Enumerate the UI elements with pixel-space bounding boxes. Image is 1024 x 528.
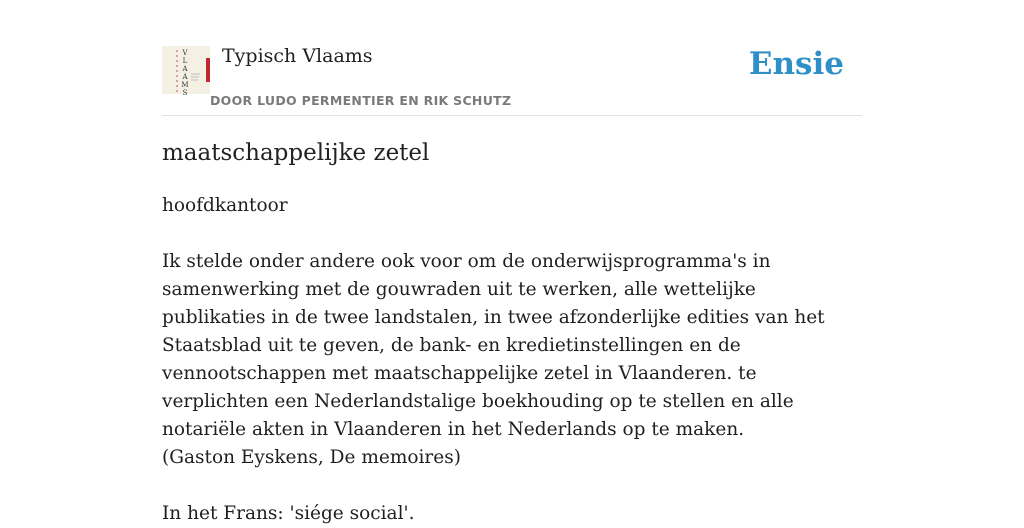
ensie-logo-link[interactable]: Ensie: [748, 46, 844, 82]
book-authors: DOOR LUDO PERMENTIER EN RIK SCHUTZ: [210, 93, 512, 108]
page: [162, 0, 862, 524]
entry-definition: [162, 192, 862, 528]
book-title[interactable]: Typisch Vlaams: [222, 45, 373, 67]
entry-synonym: hoofdkantoor: [162, 195, 288, 216]
entry-quote-source: (Gaston Eyskens, De memoires): [162, 447, 461, 468]
entry-term: maatschappelijke zetel: [162, 140, 430, 166]
book-cover-logo[interactable]: [162, 46, 210, 97]
logo-letter: M: [181, 81, 189, 89]
logo-graphic: [162, 46, 210, 97]
header: [162, 0, 862, 116]
logo-letter: S: [182, 89, 188, 97]
logo-letter: V: [182, 49, 188, 57]
logo-letter: A: [182, 73, 188, 81]
logo-letter: L: [182, 57, 188, 65]
entry-french-note: In het Frans: 'siége social'.: [162, 503, 415, 524]
entry-quote: Ik stelde onder andere ook voor om de onderwijsprogramma's in samenwerking met de gouwraden uit te werken, alle wettelijke publikaties in de twee landstalen, in twee afzonderlijke edities van het Staatsblad uit te geven, de bank- en kredietinstellingen en de vennootschappen met maatschappelijke zetel in Vlaanderen. te verplichten een Nederlandstalige boekhouding op te stellen en alle notariële akten in Vlaanderen in het Nederlands op te maken.: [162, 251, 825, 440]
logo-letter: A: [182, 65, 188, 73]
